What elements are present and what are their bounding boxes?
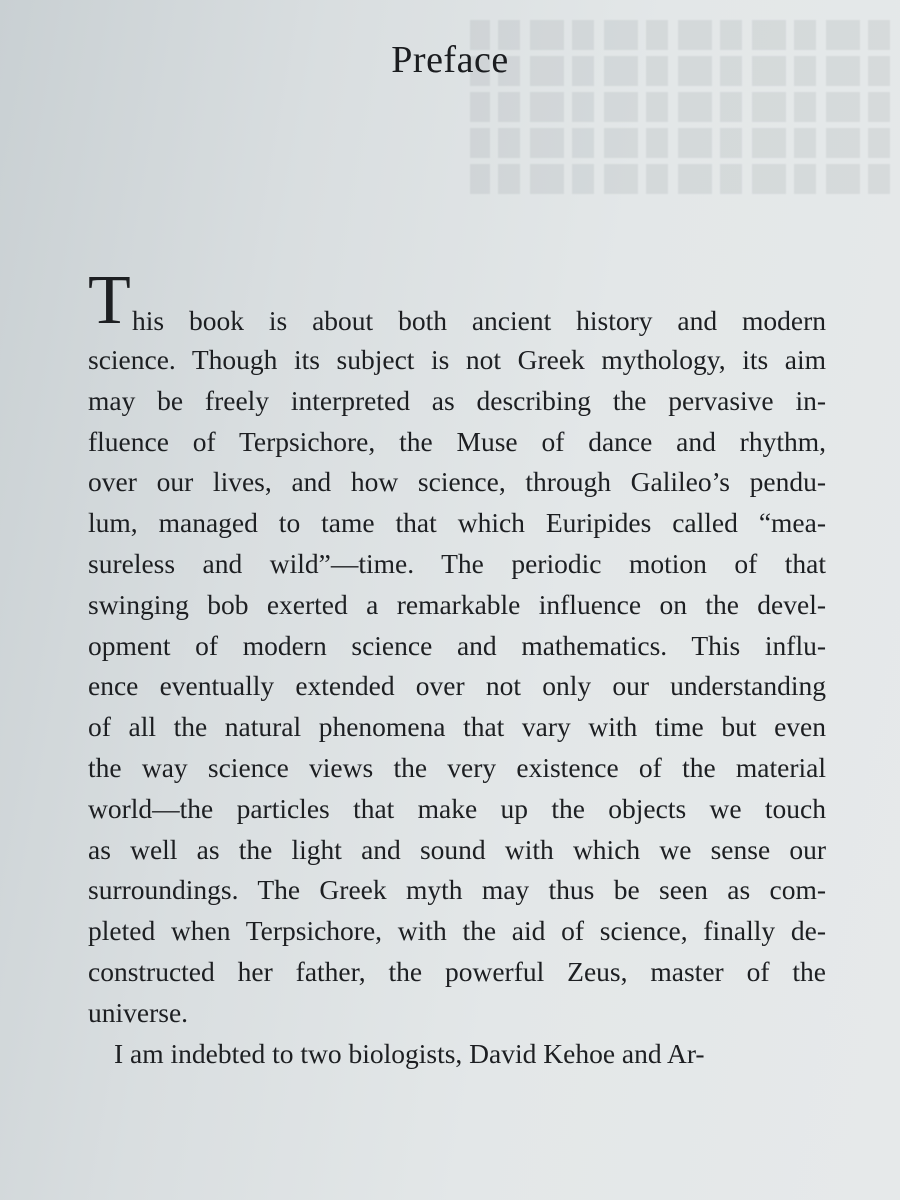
text-line: may be freely interpreted as describing the pervasive in- xyxy=(88,384,826,416)
text-line: as well as the light and sound with which we sense our xyxy=(88,833,826,865)
preface-body xyxy=(88,262,826,1074)
text-line: world—the particles that make up the objects we touch xyxy=(88,792,826,824)
text-line: fluence of Terpsichore, the Muse of dance and rhythm, xyxy=(88,425,826,457)
text-line: of all the natural phenomena that vary with time but even xyxy=(88,711,826,743)
text-line: the way science views the very existence of the material xyxy=(88,751,826,783)
text-line: constructed her father, the powerful Zeus, master of the xyxy=(88,955,826,987)
text-line: over our lives, and how science, through Galileo’s pendu- xyxy=(88,466,826,498)
text-line: science. Though its subject is not Greek mythology, its aim xyxy=(88,344,826,375)
text-line: ence eventually extended over not only our understanding xyxy=(88,670,826,702)
text-line: lum, managed to tame that which Euripides called “mea- xyxy=(88,507,826,539)
first-line-text: his book is about both ancient history and modern xyxy=(132,305,826,337)
text-line: pleted when Terpsichore, with the aid of science, finally de- xyxy=(88,915,826,947)
text-line: opment of modern science and mathematics. This influ- xyxy=(88,629,826,661)
first-line xyxy=(88,262,826,340)
page-title: Preface xyxy=(391,39,509,81)
text-line: swinging bob exerted a remarkable influence on the devel- xyxy=(88,588,826,620)
next-paragraph-line: I am indebted to two biologists, David Kehoe and Ar- xyxy=(114,1037,705,1069)
text-line: surroundings. The Greek myth may thus be seen as com- xyxy=(88,874,826,906)
paragraph-end-line: universe. xyxy=(88,996,189,1028)
text-line: sureless and wild”—time. The periodic motion of that xyxy=(88,547,826,579)
drop-cap: T xyxy=(88,262,131,339)
